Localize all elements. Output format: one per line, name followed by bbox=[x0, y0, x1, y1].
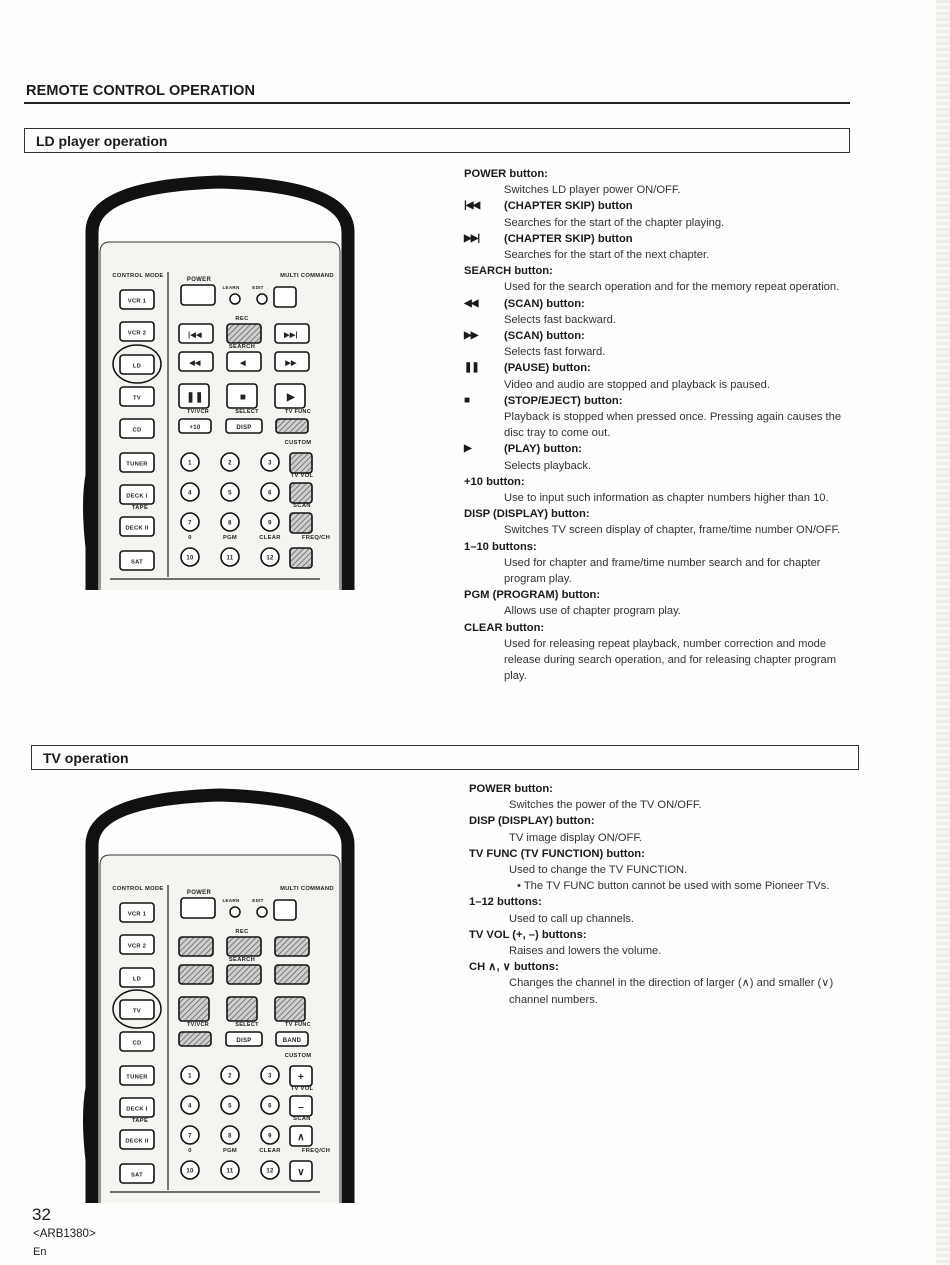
tv-item bbox=[469, 813, 869, 845]
mode-button-label-7: DECK II bbox=[125, 525, 149, 532]
ld-item-title: (PLAY) button: bbox=[504, 443, 582, 456]
tv-func-button bbox=[276, 419, 308, 433]
number-button-5-label: 5 bbox=[228, 1103, 232, 1110]
tv-item-title: DISP (DISPLAY) button: bbox=[469, 815, 595, 828]
number-button-1-label: 1 bbox=[188, 460, 192, 467]
learn-label: LEARN bbox=[222, 285, 240, 290]
tv-item bbox=[469, 781, 869, 813]
tv-item bbox=[469, 846, 869, 895]
number-button-10-label: 10 bbox=[186, 555, 194, 562]
ld-item-heading bbox=[464, 328, 856, 344]
control-mode-label: CONTROL MODE bbox=[112, 273, 164, 279]
tv-item-description: Switches the power of the TV ON/OFF. bbox=[509, 799, 702, 812]
mode-button-label-4: CD bbox=[132, 1040, 142, 1047]
transport-button-2-1 bbox=[227, 997, 257, 1021]
number-button-5-label: 5 bbox=[228, 490, 232, 497]
custom-label: CUSTOM bbox=[284, 440, 312, 446]
ld-item-title: (STOP/EJECT) button: bbox=[504, 394, 623, 407]
ld-item-heading bbox=[464, 441, 856, 457]
custom-label: CUSTOM bbox=[284, 1053, 312, 1059]
ld-remote-illustration bbox=[80, 172, 360, 590]
page-number: 32 bbox=[32, 1205, 51, 1224]
tv-vcr-label: TV/VCR bbox=[187, 409, 209, 415]
ld-item-description: Allows use of chapter program play. bbox=[504, 605, 682, 618]
ld-item-description: Selects fast backward. bbox=[504, 313, 616, 326]
mode-button-label-2: LD bbox=[132, 363, 142, 370]
number-button-8-label: 8 bbox=[228, 1133, 232, 1140]
ld-item bbox=[464, 231, 856, 263]
ld-item bbox=[464, 539, 856, 588]
tv-item-heading bbox=[469, 927, 869, 943]
ld-item-heading bbox=[464, 360, 856, 376]
ld-item-title: (CHAPTER SKIP) button bbox=[504, 200, 633, 213]
mode-button-label-1: VCR 2 bbox=[127, 943, 147, 950]
ld-item bbox=[464, 620, 856, 685]
ld-item-description: Switches LD player power ON/OFF. bbox=[504, 184, 681, 197]
mode-button-label-5: TUNER bbox=[126, 461, 148, 468]
ld-item-description: Video and audio are stopped and playback is paused. bbox=[504, 378, 771, 391]
tape-label: TAPE bbox=[131, 505, 149, 511]
button-symbol-icon: |◀◀ bbox=[464, 200, 480, 212]
transport-button-1-1 bbox=[227, 965, 261, 984]
ld-item-description: Use to input such information as chapter numbers higher than 10. bbox=[504, 492, 829, 505]
remote-grip bbox=[83, 472, 94, 552]
tv-item-note: • The TV FUNC button cannot be used with some Pioneer TVs. bbox=[517, 880, 830, 893]
tv-vcr-label: TV/VCR bbox=[187, 1022, 209, 1028]
ld-item-description: Selects playback. bbox=[504, 459, 592, 472]
button-symbol-icon: ◀◀ bbox=[464, 297, 478, 309]
number-button-3-label: 3 bbox=[268, 1073, 272, 1080]
ld-item-heading bbox=[464, 393, 856, 409]
transport-button-2-2 bbox=[275, 997, 305, 1021]
multi-command-label: MULTI COMMAND bbox=[280, 886, 334, 892]
rec-label: REC bbox=[235, 929, 249, 935]
right-column-button-3 bbox=[290, 548, 312, 568]
mode-button-label-4: CD bbox=[132, 427, 142, 434]
ld-item bbox=[464, 474, 856, 506]
plus10-button bbox=[179, 1032, 211, 1046]
freq-ch-label: FREQ/CH bbox=[301, 535, 331, 541]
transport-button-1-2 bbox=[275, 965, 309, 984]
number-button-8-label: 8 bbox=[228, 520, 232, 527]
power-label: POWER bbox=[186, 890, 212, 896]
multi-command-button bbox=[274, 900, 296, 920]
tv-vol-label: TV VOL bbox=[290, 1086, 314, 1092]
tv-item-title: CH ∧, ∨ buttons: bbox=[469, 961, 559, 974]
transport-button-0-1 bbox=[227, 324, 261, 343]
control-mode-label: CONTROL MODE bbox=[112, 886, 164, 892]
mode-button-label-8: SAT bbox=[130, 559, 144, 566]
ld-item-title: +10 button: bbox=[464, 475, 525, 488]
edit-button bbox=[257, 294, 267, 304]
tv-func-label: TV FUNC bbox=[285, 1022, 311, 1028]
tv-item-heading bbox=[469, 846, 869, 862]
zero-label: 0 bbox=[188, 535, 192, 541]
transport-symbol-2-1: ■ bbox=[239, 392, 247, 403]
number-button-3-label: 3 bbox=[268, 460, 272, 467]
ld-item-title: (SCAN) button: bbox=[504, 330, 585, 343]
tape-label: TAPE bbox=[131, 1118, 149, 1124]
language-code: En bbox=[33, 1246, 47, 1258]
ld-item bbox=[464, 587, 856, 619]
tv-item bbox=[469, 894, 869, 926]
right-column-symbol-2: ∧ bbox=[297, 1132, 305, 1143]
number-button-7-label: 7 bbox=[188, 520, 192, 527]
transport-button-0-1 bbox=[227, 937, 261, 956]
learn-button bbox=[230, 294, 240, 304]
right-column-symbol-1: – bbox=[298, 1102, 304, 1113]
right-column-button-2 bbox=[290, 513, 312, 533]
remote-grip bbox=[83, 1085, 94, 1165]
page-title: REMOTE CONTROL OPERATION bbox=[26, 83, 256, 99]
transport-symbol-2-2: ▶ bbox=[287, 392, 295, 403]
tv-item-title: TV VOL (+, –) buttons: bbox=[469, 928, 587, 941]
edit-button bbox=[257, 907, 267, 917]
right-column-symbol-3: ∨ bbox=[297, 1167, 305, 1178]
ld-item-heading bbox=[464, 474, 856, 490]
scan-label: SCAN bbox=[293, 503, 311, 509]
ld-item-heading bbox=[464, 587, 856, 603]
right-column-button-0 bbox=[290, 453, 312, 473]
power-button bbox=[181, 898, 215, 918]
transport-button-0-2 bbox=[275, 937, 309, 956]
transport-symbol-1-0: ◀◀ bbox=[189, 360, 201, 367]
ld-item-description: Switches TV screen display of chapter, frame/time number ON/OFF. bbox=[504, 524, 841, 537]
transport-symbol-2-0: ❚❚ bbox=[186, 392, 204, 403]
mode-button-label-6: DECK I bbox=[126, 493, 148, 500]
ld-item-description: Used for releasing repeat playback, number correction and mode release during search operation, and for releasing chapter program play. bbox=[504, 637, 837, 683]
tv-func-label: TV FUNC bbox=[285, 409, 311, 415]
search-label: SEARCH bbox=[228, 344, 256, 350]
transport-button-1-0 bbox=[179, 965, 213, 984]
mode-button-label-3: TV bbox=[132, 395, 142, 402]
right-column-button-1 bbox=[290, 483, 312, 503]
transport-symbol-1-2: ▶▶ bbox=[285, 360, 297, 367]
ld-section-title: LD player operation bbox=[36, 133, 168, 149]
tv-item-title: 1–12 buttons: bbox=[469, 896, 542, 909]
button-symbol-icon: ▶▶ bbox=[464, 330, 478, 342]
tv-section-title: TV operation bbox=[43, 750, 129, 766]
multi-command-label: MULTI COMMAND bbox=[280, 273, 334, 279]
mode-button-label-3: TV bbox=[132, 1008, 142, 1015]
power-button bbox=[181, 285, 215, 305]
pgm-label: PGM bbox=[222, 535, 238, 541]
mode-button-label-2: LD bbox=[132, 976, 142, 983]
ld-item bbox=[464, 441, 856, 473]
ld-item-title: PGM (PROGRAM) button: bbox=[464, 589, 601, 602]
title-rule bbox=[24, 102, 850, 104]
tv-item-heading bbox=[469, 813, 869, 829]
ld-item bbox=[464, 506, 856, 538]
transport-symbol-1-1: ◀ bbox=[240, 360, 246, 367]
tv-item-description: Used to change the TV FUNCTION. bbox=[509, 864, 688, 877]
mode-button-label-7: DECK II bbox=[125, 1138, 149, 1145]
number-button-7-label: 7 bbox=[188, 1133, 192, 1140]
tv-item-heading bbox=[469, 781, 869, 797]
tv-descriptions bbox=[469, 781, 869, 1008]
number-button-4-label: 4 bbox=[188, 1103, 192, 1110]
number-button-2-label: 2 bbox=[228, 460, 232, 467]
transport-symbol-0-0: |◀◀ bbox=[188, 332, 202, 339]
tv-item bbox=[469, 927, 869, 959]
button-symbol-icon: ▶ bbox=[464, 443, 471, 455]
disp-button-label: DISP bbox=[236, 425, 252, 431]
tv-item-title: TV FUNC (TV FUNCTION) button: bbox=[469, 847, 645, 860]
clear-label: CLEAR bbox=[259, 1148, 281, 1154]
page-edge-shading bbox=[936, 0, 950, 1265]
tv-item-heading bbox=[469, 959, 869, 975]
ld-item-title: (SCAN) button: bbox=[504, 297, 585, 310]
number-button-11-label: 11 bbox=[226, 555, 234, 562]
ld-item-description: Used for chapter and frame/time number search and for chapter program play. bbox=[504, 556, 821, 586]
ld-item-heading bbox=[464, 166, 856, 182]
ld-item-description: Searches for the start of the next chapter. bbox=[504, 249, 710, 262]
rec-label: REC bbox=[235, 316, 249, 322]
tv-item bbox=[469, 959, 869, 1008]
freq-ch-label: FREQ/CH bbox=[301, 1148, 331, 1154]
number-button-4-label: 4 bbox=[188, 490, 192, 497]
ld-item-description: Playback is stopped when pressed once. Pressing again causes the disc tray to come out. bbox=[504, 411, 842, 440]
number-button-9-label: 9 bbox=[268, 520, 272, 527]
mode-button-label-1: VCR 2 bbox=[127, 330, 147, 337]
transport-button-2-0 bbox=[179, 997, 209, 1021]
tv-item-description: Changes the channel in the direction of larger (∧) and smaller (∨) channel numbers. bbox=[509, 977, 834, 1006]
ld-item-heading bbox=[464, 296, 856, 312]
number-button-1-label: 1 bbox=[188, 1073, 192, 1080]
tv-item-description: Used to call up channels. bbox=[509, 912, 635, 925]
pgm-label: PGM bbox=[222, 1148, 238, 1154]
ld-descriptions bbox=[464, 166, 856, 685]
ld-item-title: (CHAPTER SKIP) button bbox=[504, 232, 633, 245]
mode-button-label-5: TUNER bbox=[126, 1074, 148, 1081]
scan-label: SCAN bbox=[293, 1116, 311, 1122]
ld-item-title: SEARCH button: bbox=[464, 265, 553, 278]
number-button-12-label: 12 bbox=[266, 555, 274, 562]
tv-section-header bbox=[31, 745, 859, 770]
tv-remote-illustration bbox=[80, 785, 360, 1203]
number-button-11-label: 11 bbox=[226, 1168, 234, 1175]
right-column-symbol-0: + bbox=[297, 1072, 305, 1083]
ld-item-heading bbox=[464, 539, 856, 555]
ld-item-description: Used for the search operation and for the memory repeat operation. bbox=[504, 281, 840, 294]
number-button-10-label: 10 bbox=[186, 1168, 194, 1175]
ld-item-title: DISP (DISPLAY) button: bbox=[464, 508, 590, 521]
ld-item-title: 1–10 buttons: bbox=[464, 540, 537, 553]
clear-label: CLEAR bbox=[259, 535, 281, 541]
button-symbol-icon: ▶▶| bbox=[464, 232, 480, 244]
ld-item-title: POWER button: bbox=[464, 168, 548, 180]
ld-item bbox=[464, 166, 856, 198]
tv-item-title: POWER button: bbox=[469, 783, 553, 795]
learn-button bbox=[230, 907, 240, 917]
select-label: SELECT bbox=[235, 409, 259, 415]
ld-item bbox=[464, 360, 856, 392]
mode-button-label-0: VCR 1 bbox=[127, 911, 147, 918]
ld-item-heading bbox=[464, 198, 856, 214]
ld-item bbox=[464, 393, 856, 442]
search-label: SEARCH bbox=[228, 957, 256, 963]
select-label: SELECT bbox=[235, 1022, 259, 1028]
mode-button-label-6: DECK I bbox=[126, 1106, 148, 1113]
tv-item-heading bbox=[469, 894, 869, 910]
zero-label: 0 bbox=[188, 1148, 192, 1154]
ld-item-heading bbox=[464, 231, 856, 247]
tv-item-description: TV image display ON/OFF. bbox=[509, 831, 643, 844]
plus10-button-label: +10 bbox=[189, 425, 201, 431]
number-button-6-label: 6 bbox=[268, 490, 272, 497]
ld-section-header bbox=[24, 128, 850, 153]
ld-item bbox=[464, 328, 856, 360]
number-button-2-label: 2 bbox=[228, 1073, 232, 1080]
mode-button-label-8: SAT bbox=[130, 1172, 144, 1179]
ld-item-description: Searches for the start of the chapter playing. bbox=[504, 216, 725, 229]
band-button-label: BAND bbox=[282, 1038, 302, 1044]
number-button-9-label: 9 bbox=[268, 1133, 272, 1140]
disp-button-label: DISP bbox=[236, 1038, 252, 1044]
number-button-12-label: 12 bbox=[266, 1168, 274, 1175]
power-label: POWER bbox=[186, 277, 212, 283]
transport-button-0-0 bbox=[179, 937, 213, 956]
ld-item-description: Selects fast forward. bbox=[504, 346, 606, 359]
ld-item-heading bbox=[464, 506, 856, 522]
learn-label: LEARN bbox=[222, 898, 240, 903]
ld-item-heading bbox=[464, 263, 856, 279]
transport-symbol-0-2: ▶▶| bbox=[284, 332, 298, 339]
ld-item bbox=[464, 263, 856, 295]
edit-label: EDIT bbox=[252, 898, 264, 903]
ld-item-title: (PAUSE) button: bbox=[504, 362, 591, 375]
tv-vol-label: TV VOL bbox=[290, 473, 314, 479]
button-symbol-icon: ■ bbox=[464, 394, 470, 406]
button-symbol-icon: ❚❚ bbox=[464, 362, 479, 374]
mode-button-label-0: VCR 1 bbox=[127, 298, 147, 305]
multi-command-button bbox=[274, 287, 296, 307]
ld-item-title: CLEAR button: bbox=[464, 621, 545, 634]
ld-item bbox=[464, 198, 856, 230]
tv-item-description: Raises and lowers the volume. bbox=[509, 945, 662, 958]
ld-item-heading bbox=[464, 620, 856, 636]
ld-item bbox=[464, 296, 856, 328]
model-code: <ARB1380> bbox=[33, 1228, 96, 1240]
edit-label: EDIT bbox=[252, 285, 264, 290]
number-button-6-label: 6 bbox=[268, 1103, 272, 1110]
